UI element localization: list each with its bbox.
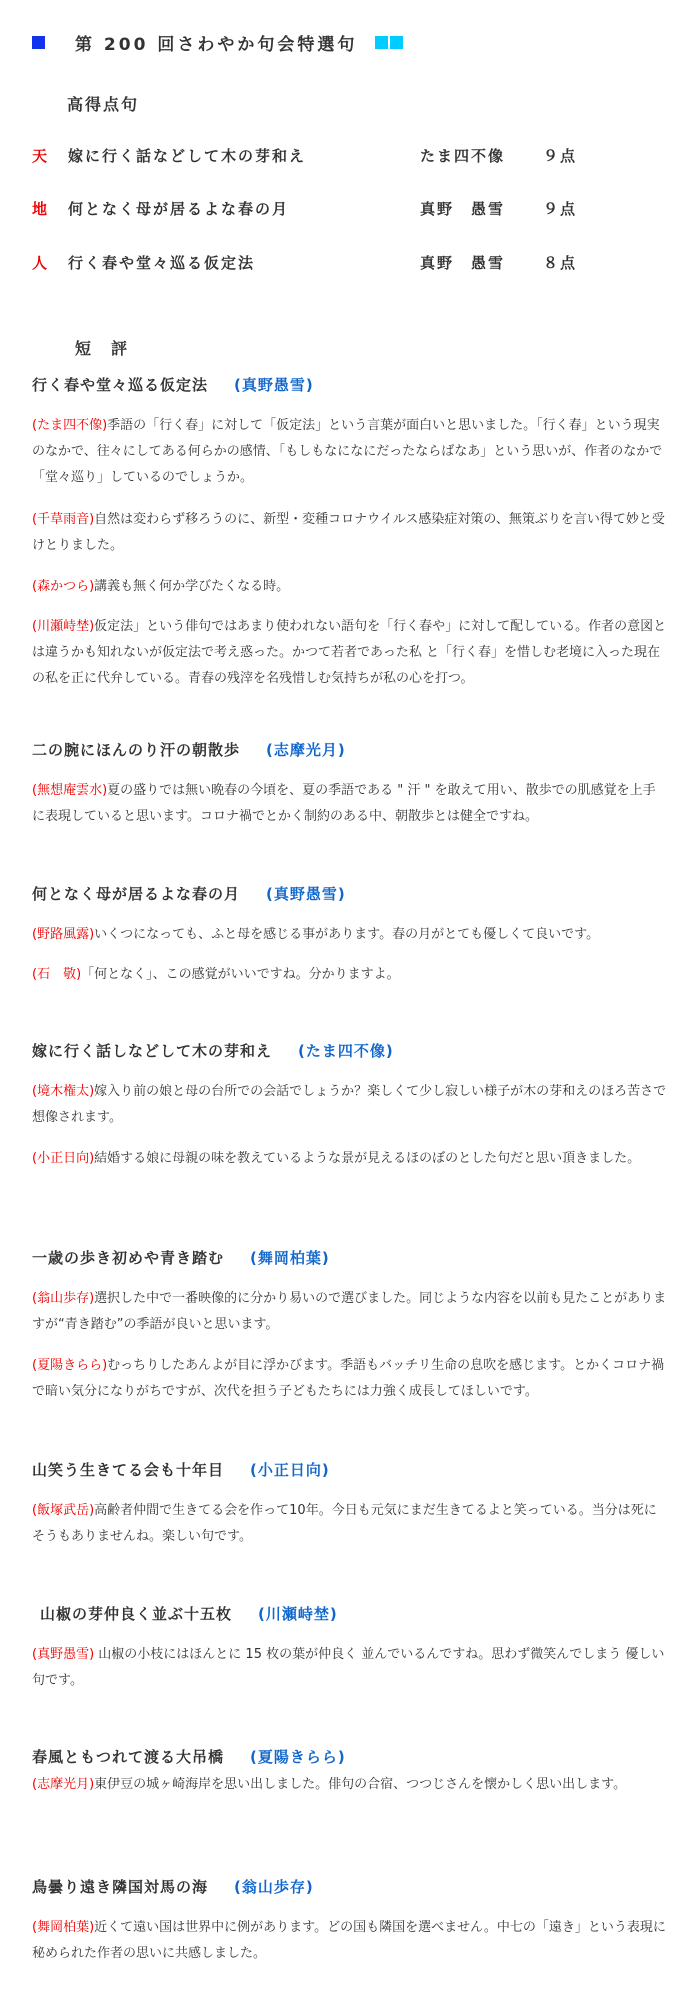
rank-mark: 地 xyxy=(32,200,50,218)
review-haiku-header xyxy=(40,1603,338,1624)
rank-score: ８点 xyxy=(543,254,578,272)
commenter-name: (森かつら) xyxy=(32,579,95,594)
commenter-name: (野路風露) xyxy=(32,927,95,942)
review-comment xyxy=(32,1498,668,1550)
comment-text: 嫁入り前の娘と母の台所での会話でしょうか？楽しくて少し寂しい様子が木の芽和えのほろ苦さで想像されます。 xyxy=(32,1084,667,1125)
review-haiku: 何となく母が居るよな春の月 xyxy=(32,885,241,903)
rank-author: たま四不像 xyxy=(420,147,506,165)
review-haiku-header xyxy=(32,1247,330,1268)
commenter-name: (川瀬峙埜) xyxy=(32,619,95,634)
high-score-heading: 高得点句 xyxy=(67,95,140,114)
review-haiku: 鳥曇り遠き隣国対馬の海 xyxy=(32,1878,209,1896)
review-haiku: 山笑う生きてる会も十年目 xyxy=(32,1461,225,1479)
cyan-square-icon xyxy=(375,36,388,49)
rank-author: 真野 愚雪 xyxy=(420,200,506,218)
review-haiku: 行く春や堂々巡る仮定法 xyxy=(32,376,209,394)
review-comment xyxy=(32,1146,668,1172)
review-author: (夏陽きらら) xyxy=(250,1748,346,1766)
blue-square-icon xyxy=(32,36,45,49)
comment-text: 結婚する娘に母親の味を教えているような景が見えるほのぼのとした句だと思い頂きました。 xyxy=(94,1151,641,1166)
rank-haiku: 行く春や堂々巡る仮定法 xyxy=(68,254,256,272)
commenter-name: (志摩光月) xyxy=(32,1777,95,1792)
review-comment xyxy=(32,1079,668,1131)
review-comment xyxy=(32,574,668,600)
review-author: (真野愚雪) xyxy=(234,376,314,394)
review-comment xyxy=(32,922,668,948)
review-author: (舞岡柏葉) xyxy=(250,1249,330,1267)
commenter-name: (夏陽きらら) xyxy=(32,1358,108,1373)
review-haiku-header xyxy=(32,1876,314,1897)
review-author: (翁山歩存) xyxy=(234,1878,314,1896)
review-comment xyxy=(32,1915,668,1967)
review-author: (川瀬峙埜) xyxy=(258,1605,338,1623)
review-comment xyxy=(32,507,668,559)
review-haiku-header xyxy=(32,739,346,760)
review-comment xyxy=(32,614,668,692)
commenter-name: (小正日向) xyxy=(32,1151,95,1166)
comment-text: いくつになっても、ふと母を感じる事があります。春の月がとても優しくて良いです。 xyxy=(94,927,600,942)
comment-text: 選択した中で一番映像的に分かり易いので選びました。同じような内容を以前も見たことがありますが“青き踏む”の季語が良いと思います。 xyxy=(32,1291,667,1332)
review-comment xyxy=(32,413,668,491)
review-comment xyxy=(32,1286,668,1338)
comment-text: 山椒の小枝にはほんとに 15 枚の葉が仲良く 並んでいるんですね。思わず微笑んでしまう 優しい句です。 xyxy=(32,1647,665,1688)
review-author: (小正日向) xyxy=(250,1461,330,1479)
comment-text: 夏の盛りでは無い晩春の今頃を、夏の季語である " 汗 " を敢えて用い、散歩での肌感覚を上手に表現していると思います。コロナ禍でとかく制約のある中、朝散歩とは健全ですね。 xyxy=(32,783,656,824)
comment-text: 高齢者仲間で生きてる会を作って10年。今日も元気にまだ生きてるよと笑っている。当分は死にそうもありませんね。楽しい句です。 xyxy=(32,1503,657,1544)
rank-author: 真野 愚雪 xyxy=(420,254,506,272)
comment-text: 季語の「行く春」に対して「仮定法」という言葉が面白いと思いました。「行く春」という現実のなかで、往々にしてある何らかの感情、「もしもなになにだったならばなあ」という思いが、作者のなかで「堂々巡り」しているのでしょうか。 xyxy=(32,418,663,485)
comment-text: むっちりしたあんよが目に浮かびます。季語もバッチリ生命の息吹を感じます。とかくコロナ禍で暗い気分になりがちですが、次代を担う子どもたちには力強く成長してほしいです。 xyxy=(32,1358,665,1399)
review-haiku: 嫁に行く話しなどして木の芽和え xyxy=(32,1042,273,1060)
page-title: 第 200 回さわやか句会特選句 xyxy=(75,34,358,55)
commenter-name: (舞岡柏葉) xyxy=(32,1920,95,1935)
comment-text: 仮定法」という俳句ではあまり使われない語句を「行く春や」に対して配している。作者の意図とは違うかも知れないが仮定法で考え惑った。かつて若者であった私 と「行く春」を惜しむ老境に入った現在の私を正に代弁している。青春の残滓を名残惜しむ気持ちが私の心を打つ。 xyxy=(32,619,667,686)
review-comment xyxy=(32,962,668,988)
page-header xyxy=(32,30,403,54)
cyan-square-icon xyxy=(390,36,403,49)
commenter-name: (たま四不像) xyxy=(32,418,108,433)
commenter-name: (石 敬) xyxy=(32,967,82,982)
comment-text: 近くて遠い国は世界中に例があります。どの国も隣国を選べません。中七の「遠き」という表現に秘められた作者の思いに共感しました。 xyxy=(32,1920,666,1961)
review-haiku: 山椒の芽仲良く並ぶ十五枚 xyxy=(40,1605,233,1623)
rank-mark: 天 xyxy=(32,147,50,165)
commenter-name: (真野愚雪) xyxy=(32,1647,95,1662)
commenter-name: (千草雨音) xyxy=(32,512,95,527)
review-author: (志摩光月) xyxy=(266,741,346,759)
review-haiku-header xyxy=(32,1040,394,1061)
rank-score: ９点 xyxy=(543,200,578,218)
rank-score: ９点 xyxy=(543,147,578,165)
review-haiku-header xyxy=(32,1746,346,1767)
review-comment xyxy=(32,1353,668,1405)
commenter-name: (飯塚武岳) xyxy=(32,1503,95,1518)
review-haiku: 二の腕にほんのり汗の朝散歩 xyxy=(32,741,241,759)
comment-text: 東伊豆の城ヶ崎海岸を思い出しました。俳句の合宿、つつじさんを懐かしく思い出します。 xyxy=(94,1777,627,1792)
review-haiku-header xyxy=(32,883,346,904)
review-comment xyxy=(32,1772,668,1798)
review-comment xyxy=(32,1642,668,1694)
comment-text: 自然は変わらず移ろうのに、新型・変種コロナウイルス感染症対策の、無策ぶりを言い得て妙と受けとりました。 xyxy=(32,512,665,553)
rank-mark: 人 xyxy=(32,254,50,272)
review-haiku: 一歳の歩き初めや青き踏む xyxy=(32,1249,225,1267)
review-haiku: 春風ともつれて渡る大吊橋 xyxy=(32,1748,225,1766)
commenter-name: (翁山歩存) xyxy=(32,1291,95,1306)
review-author: (真野愚雪) xyxy=(266,885,346,903)
review-author: (たま四不像) xyxy=(298,1042,394,1060)
review-haiku-header xyxy=(32,374,314,395)
commenter-name: (無想庵雲水) xyxy=(32,783,108,798)
review-haiku-header xyxy=(32,1459,330,1480)
commenter-name: (境木権太) xyxy=(32,1084,95,1099)
rank-haiku: 何となく母が居るよな春の月 xyxy=(68,200,290,218)
review-comment xyxy=(32,778,668,830)
comment-text: 講義も無く何か学びたくなる時。 xyxy=(94,579,290,594)
comment-text: 「何となく」、この感覚がいいですね。分かりますよ。 xyxy=(81,967,400,982)
review-heading: 短 評 xyxy=(75,339,130,358)
rank-haiku: 嫁に行く話などして木の芽和え xyxy=(68,147,307,165)
